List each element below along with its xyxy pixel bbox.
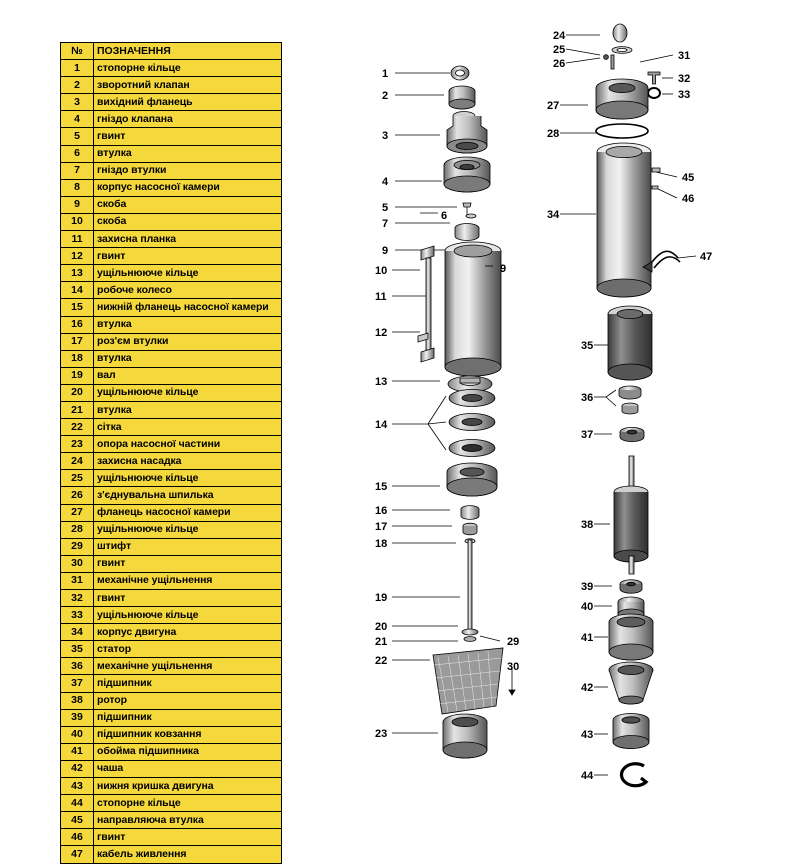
part-designation: втулка [94, 145, 282, 162]
part-number: 1 [61, 60, 94, 77]
table-row [61, 658, 282, 675]
callout-47: 47 [700, 251, 713, 263]
part-designation: нижня кришка двигуна [94, 778, 282, 795]
table-row [61, 778, 282, 795]
part-designation: чаша [94, 760, 282, 777]
callout-44: 44 [581, 770, 594, 782]
table-row [61, 743, 282, 760]
callout-34: 34 [547, 209, 560, 221]
part-number: 31 [61, 572, 94, 589]
part-number: 40 [61, 726, 94, 743]
part-number: 10 [61, 213, 94, 230]
exploded-diagram [300, 0, 800, 800]
table-row [61, 213, 282, 230]
callout-14: 14 [375, 419, 388, 431]
part-designation: ущільнююче кільце [94, 470, 282, 487]
part-designation: гвинт [94, 248, 282, 265]
callout-9: 9 [500, 263, 507, 275]
part-number: 9 [61, 196, 94, 213]
callout-23: 23 [375, 728, 388, 740]
part-designation: вихідний фланець [94, 94, 282, 111]
table-row [61, 367, 282, 384]
part-designation: підшипник ковзання [94, 726, 282, 743]
callout-3: 3 [382, 130, 389, 142]
part-designation: статор [94, 641, 282, 658]
callout-18: 18 [375, 538, 388, 550]
part-designation: гвинт [94, 128, 282, 145]
part-designation: стопорне кільце [94, 795, 282, 812]
callout-4: 4 [382, 176, 389, 188]
part-number: 15 [61, 299, 94, 316]
part-number: 3 [61, 94, 94, 111]
callout-35: 35 [581, 340, 594, 352]
part-number: 20 [61, 384, 94, 401]
callout-2: 2 [382, 90, 389, 102]
callout-42: 42 [581, 682, 594, 694]
part-number: 22 [61, 419, 94, 436]
part-designation: корпус насосної камери [94, 179, 282, 196]
part-number: 41 [61, 743, 94, 760]
part-number: 12 [61, 248, 94, 265]
part-number: 47 [61, 846, 94, 863]
part-designation: направляюча втулка [94, 812, 282, 829]
part-designation: гвинт [94, 829, 282, 846]
part-designation: втулка [94, 316, 282, 333]
table-row [61, 829, 282, 846]
part-designation: корпус двигуна [94, 624, 282, 641]
callout-7: 7 [382, 218, 389, 230]
callout-19: 19 [375, 592, 388, 604]
table-row [61, 60, 282, 77]
diagram-artwork [300, 0, 800, 800]
callout-40: 40 [581, 601, 594, 613]
part-number: 5 [61, 128, 94, 145]
part-number: 27 [61, 504, 94, 521]
callout-13: 13 [375, 376, 388, 388]
callout-9: 9 [382, 245, 389, 257]
part-number: 4 [61, 111, 94, 128]
callout-24: 24 [553, 30, 566, 42]
part-number: 6 [61, 145, 94, 162]
table-row [61, 590, 282, 607]
table-row [61, 333, 282, 350]
part-number: 37 [61, 675, 94, 692]
table-row [61, 641, 282, 658]
callout-16: 16 [375, 505, 388, 517]
part-designation: кабель живлення [94, 846, 282, 863]
callout-17: 17 [375, 521, 388, 533]
table-row [61, 521, 282, 538]
callout-11: 11 [375, 291, 387, 303]
table-row [61, 812, 282, 829]
callout-12: 12 [375, 327, 388, 339]
part-designation: вал [94, 367, 282, 384]
column-header-designation: ПОЗНАЧЕННЯ [94, 43, 282, 60]
part-designation: сітка [94, 419, 282, 436]
part-designation: ущільнююче кільце [94, 607, 282, 624]
table-row [61, 128, 282, 145]
callout-6: 6 [441, 210, 448, 222]
callout-22: 22 [375, 655, 388, 667]
part-designation: підшипник [94, 675, 282, 692]
part-number: 36 [61, 658, 94, 675]
table-row [61, 179, 282, 196]
part-number: 14 [61, 282, 94, 299]
callout-10: 10 [375, 265, 388, 277]
part-number: 21 [61, 401, 94, 418]
part-number: 43 [61, 778, 94, 795]
callout-39: 39 [581, 581, 594, 593]
table-row [61, 760, 282, 777]
part-designation: з'єднувальна шпилька [94, 487, 282, 504]
part-number: 19 [61, 367, 94, 384]
callout-20: 20 [375, 621, 388, 633]
part-number: 7 [61, 162, 94, 179]
part-number: 33 [61, 607, 94, 624]
part-number: 2 [61, 77, 94, 94]
part-number: 39 [61, 709, 94, 726]
table-row [61, 401, 282, 418]
table-row [61, 453, 282, 470]
part-designation: механічне ущільнення [94, 658, 282, 675]
part-designation: гніздо втулки [94, 162, 282, 179]
callout-28: 28 [547, 128, 560, 140]
callout-27: 27 [547, 100, 560, 112]
part-designation: підшипник [94, 709, 282, 726]
table-row [61, 436, 282, 453]
part-number: 11 [61, 231, 94, 248]
table-row [61, 572, 282, 589]
part-designation: стопорне кільце [94, 60, 282, 77]
callout-21: 21 [375, 636, 388, 648]
part-designation: штифт [94, 538, 282, 555]
callout-38: 38 [581, 519, 594, 531]
table-row [61, 316, 282, 333]
part-number: 44 [61, 795, 94, 812]
table-row [61, 196, 282, 213]
table-row [61, 77, 282, 94]
table-row [61, 692, 282, 709]
part-number: 35 [61, 641, 94, 658]
part-designation: втулка [94, 401, 282, 418]
part-designation: гвинт [94, 555, 282, 572]
part-number: 24 [61, 453, 94, 470]
part-designation: скоба [94, 213, 282, 230]
callout-30: 30 [507, 661, 520, 673]
part-designation: ущільнююче кільце [94, 265, 282, 282]
column-header-number: № [61, 43, 94, 60]
table-row [61, 299, 282, 316]
part-designation: захисна насадка [94, 453, 282, 470]
table-row [61, 145, 282, 162]
part-designation: зворотний клапан [94, 77, 282, 94]
callout-36: 36 [581, 392, 594, 404]
part-designation: скоба [94, 196, 282, 213]
part-number: 38 [61, 692, 94, 709]
callout-25: 25 [553, 44, 566, 56]
table-row [61, 350, 282, 367]
part-number: 42 [61, 760, 94, 777]
part-designation: механічне ущільнення [94, 572, 282, 589]
table-row [61, 94, 282, 111]
callout-31: 31 [678, 50, 691, 62]
table-row [61, 795, 282, 812]
part-number: 45 [61, 812, 94, 829]
table-row [61, 162, 282, 179]
callout-32: 32 [678, 73, 691, 85]
table-row [61, 470, 282, 487]
callout-45: 45 [682, 172, 695, 184]
part-number: 23 [61, 436, 94, 453]
part-number: 26 [61, 487, 94, 504]
part-number: 13 [61, 265, 94, 282]
part-designation: роз'єм втулки [94, 333, 282, 350]
table-header [61, 43, 282, 60]
table-row [61, 265, 282, 282]
part-designation: ущільнююче кільце [94, 384, 282, 401]
part-designation: обойма підшипника [94, 743, 282, 760]
table-row [61, 555, 282, 572]
part-designation: нижній фланець насосної камери [94, 299, 282, 316]
callout-41: 41 [581, 632, 594, 644]
table-row [61, 111, 282, 128]
table-row [61, 248, 282, 265]
part-designation: ущільнююче кільце [94, 521, 282, 538]
table-row [61, 624, 282, 641]
callout-46: 46 [682, 193, 695, 205]
part-number: 29 [61, 538, 94, 555]
table-row [61, 726, 282, 743]
part-number: 17 [61, 333, 94, 350]
part-number: 34 [61, 624, 94, 641]
part-designation: фланець насосної камери [94, 504, 282, 521]
part-number: 32 [61, 590, 94, 607]
part-number: 30 [61, 555, 94, 572]
table-header-row [61, 43, 282, 60]
table-body [61, 60, 282, 863]
table-row [61, 384, 282, 401]
table-row [61, 487, 282, 504]
callout-26: 26 [553, 58, 566, 70]
part-number: 16 [61, 316, 94, 333]
part-designation: гвинт [94, 590, 282, 607]
callout-15: 15 [375, 481, 388, 493]
callout-37: 37 [581, 429, 594, 441]
callout-5: 5 [382, 202, 389, 214]
part-number: 18 [61, 350, 94, 367]
part-number: 28 [61, 521, 94, 538]
part-designation: опора насосної частини [94, 436, 282, 453]
table-row [61, 419, 282, 436]
part-designation: ротор [94, 692, 282, 709]
part-number: 8 [61, 179, 94, 196]
part-number: 25 [61, 470, 94, 487]
callout-29: 29 [507, 636, 520, 648]
part-number: 46 [61, 829, 94, 846]
part-designation: гніздо клапана [94, 111, 282, 128]
table-row [61, 709, 282, 726]
callout-43: 43 [581, 729, 594, 741]
table-row [61, 231, 282, 248]
parts-legend-table [60, 42, 282, 864]
callout-33: 33 [678, 89, 691, 101]
table-row [61, 607, 282, 624]
table-row [61, 538, 282, 555]
part-designation: захисна планка [94, 231, 282, 248]
table-row [61, 504, 282, 521]
table-row [61, 282, 282, 299]
part-designation: втулка [94, 350, 282, 367]
part-designation: робоче колесо [94, 282, 282, 299]
table-row [61, 846, 282, 863]
callout-1: 1 [382, 68, 389, 80]
table-row [61, 675, 282, 692]
